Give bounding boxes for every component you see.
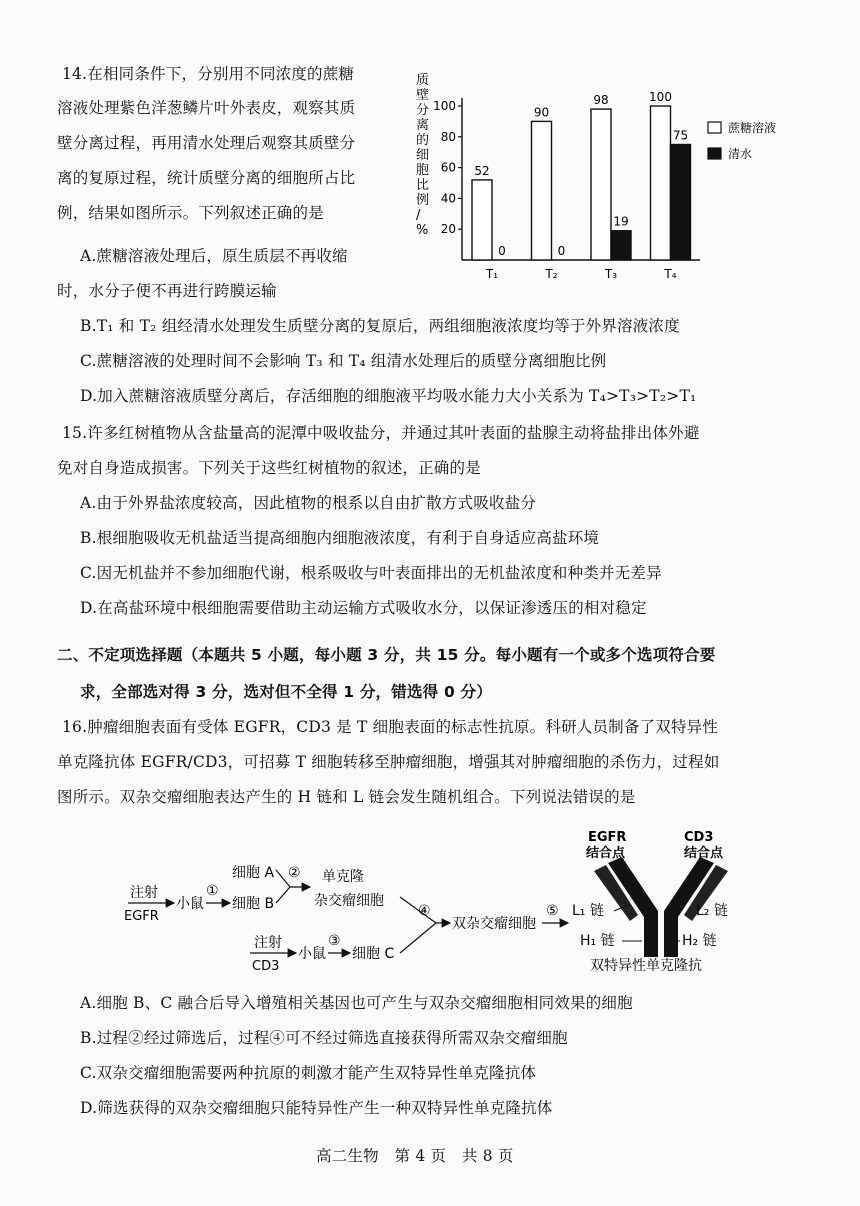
y-tick-label: 80: [440, 129, 456, 144]
y-axis-label-char: 的: [416, 133, 430, 148]
q15-option-a: A.由于外界盐浓度较高，因此植物的根系以自由扩散方式吸收盐分: [80, 494, 537, 512]
q15-option-b: B.根细胞吸收无机盐适当提高细胞内细胞液浓度，有利于自身适应高盐环境: [80, 529, 600, 547]
q14-stem-line: 14.在相同条件下，分别用不同浓度的蔗糖: [62, 65, 355, 83]
y-axis-label-char: 胞: [416, 163, 430, 178]
q15-option-c: C.因无机盐并不参加细胞代谢，根系吸收与叶表面排出的无机盐浓度和种类并无差异: [80, 564, 662, 582]
q14-option-a-line1: A.蔗糖溶液处理后，原生质层不再收缩: [80, 247, 348, 265]
y-axis-label-char: 例: [416, 193, 430, 208]
h1-chain: H₁ 链: [580, 933, 615, 949]
bar-data-label: 0: [557, 244, 566, 258]
step-5: ⑤: [546, 903, 559, 919]
x-tick-label: T₄: [664, 267, 677, 281]
h2-chain: H₂ 链: [682, 933, 717, 949]
bar-sucrose: [651, 106, 671, 260]
l2-chain: L₂ 链: [696, 903, 728, 919]
bar-sucrose: [472, 180, 492, 260]
q14-option-b: B.T₁ 和 T₂ 组经清水处理发生质壁分离的复原后，两组细胞液浓度均等于外界溶液浓度: [80, 317, 680, 335]
q15-stem-line: 15.许多红树植物从含盐量高的泥潭中吸收盐分，并通过其叶表面的盐腺主动将盐排出体外避: [62, 424, 700, 442]
q14-stem-line: 壁分离过程，再用清水处理后观察其质壁分: [57, 134, 356, 152]
section-heading: 二、不定项选择题（本题共 5 小题，每小题 3 分，共 15 分。每小题有一个或多个选项符合要: [57, 646, 716, 664]
legend-swatch: [708, 148, 721, 159]
q16-option-b: B.过程②经过筛选后，过程④可不经过筛选直接获得所需双杂交瘤细胞: [80, 1029, 568, 1047]
cell-a: 细胞 A: [232, 865, 275, 881]
cell-b: 细胞 B: [232, 896, 275, 912]
y-tick-label: 40: [440, 191, 456, 206]
section-instructions: 求，全部选对得 3 分，选对但不全得 1 分，错选得 0 分）: [80, 683, 492, 701]
y-axis-label-char: 分: [416, 103, 430, 118]
y-axis-label-char: 质: [416, 73, 430, 88]
y-tick-label: 20: [440, 222, 456, 237]
double-hybridoma: 双杂交瘤细胞: [452, 916, 536, 932]
step-2: ②: [288, 865, 301, 881]
mouse-2: 小鼠: [298, 946, 326, 962]
y-tick-label: 100: [433, 99, 456, 113]
egfr-antigen: EGFR: [124, 909, 159, 924]
q14-option-d: D.加入蔗糖溶液质壁分离后，存活细胞的细胞液平均吸水能力大小关系为 T₄>T₃>T₂>T₁: [80, 387, 697, 405]
legend-swatch: [708, 122, 721, 133]
y-axis-label-char: 比: [416, 178, 430, 193]
bar-data-label: 75: [672, 128, 689, 143]
x-tick-label: T₃: [604, 267, 618, 281]
inject-label-1: 注射: [130, 885, 158, 901]
y-tick-label: 60: [440, 160, 456, 175]
y-axis-label-char: %: [416, 223, 429, 238]
bar-sucrose: [591, 109, 611, 260]
step-3: ③: [328, 933, 341, 949]
hybridoma-label-1: 单克隆: [322, 869, 364, 885]
q16-option-a: A.细胞 B、C 融合后导入增殖相关基因也可产生与双杂交瘤细胞相同效果的细胞: [80, 994, 633, 1012]
y-axis-label: [416, 73, 429, 238]
x-tick-label: T₂: [545, 267, 558, 281]
inject-label-2: 注射: [254, 935, 282, 951]
q16-option-d: D.筛选获得的双杂交瘤细胞只能特异性产生一种双特异性单克隆抗体: [80, 1099, 553, 1117]
q14-stem-line: 溶液处理紫色洋葱鳞片叶外表皮，观察其质: [57, 99, 356, 117]
q14-option-a-line2: 时，水分子便不再进行跨膜运输: [57, 282, 277, 300]
q15-option-d: D.在高盐环境中根细胞需要借助主动运输方式吸收水分，以保证渗透压的相对稳定: [80, 599, 647, 617]
bar-data-label: 0: [498, 244, 506, 258]
q16-stem-line: 图所示。双杂交瘤细胞表达产生的 H 链和 L 链会发生随机组合。下列说法错误的是: [57, 788, 636, 806]
cell-c: 细胞 C: [352, 946, 395, 962]
q15-stem-line: 免对自身造成损害。下列关于这些红树植物的叙述，正确的是: [57, 459, 481, 477]
cd3-site-label-1: CD3: [684, 830, 714, 845]
q16-option-c: C.双杂交瘤细胞需要两种抗原的刺激才能产生双特异性单克隆抗体: [80, 1064, 537, 1082]
l1-chain: L₁ 链: [572, 903, 604, 919]
legend-label: 蔗糖溶液: [728, 121, 777, 135]
q16-stem-line: 单克隆抗体 EGFR/CD3，可招募 T 细胞转移至肿瘤细胞，增强其对肿瘤细胞的杀伤力，过程如: [57, 753, 720, 771]
legend-label: 清水: [728, 147, 753, 161]
egfr-site-label-2: 结合点: [586, 846, 626, 861]
q16-stem-line: 16.肿瘤细胞表面有受体 EGFR，CD3 是 T 细胞表面的标志性抗原。科研人员制备了双特异性: [62, 718, 719, 736]
y-axis-label-char: 壁: [416, 88, 430, 103]
bar-data-label: 90: [533, 105, 550, 120]
bar-sucrose: [532, 121, 552, 260]
q16-process-diagram: [110, 825, 750, 985]
bar-data-label: 100: [649, 90, 672, 104]
egfr-site-label-1: EGFR: [588, 830, 627, 845]
bar-data-label: 52: [474, 163, 490, 178]
mouse-1: 小鼠: [176, 896, 204, 912]
q14-stem-line: 例，结果如图所示。下列叙述正确的是: [57, 204, 324, 222]
q14-stem-line: 离的复原过程，统计质壁分离的细胞所占比: [57, 169, 356, 187]
q14-bar-chart: [410, 70, 800, 285]
y-axis-label-char: /: [416, 208, 421, 223]
cd3-antigen: CD3: [252, 959, 280, 974]
step-1: ①: [206, 883, 219, 899]
x-tick-label: T₁: [485, 267, 499, 281]
y-axis-label-char: 离: [416, 118, 430, 133]
antibody-label: 双特异性单克隆抗: [590, 958, 702, 974]
bar-data-label: 98: [593, 93, 609, 108]
bar-data-label: 19: [613, 214, 629, 229]
page-footer: 高二生物 第 4 页 共 8 页: [316, 1147, 514, 1165]
y-axis-label-char: 细: [416, 148, 430, 163]
step-4: ④: [418, 903, 431, 919]
q14-option-c: C.蔗糖溶液的处理时间不会影响 T₃ 和 T₄ 组清水处理后的质壁分离细胞比例: [80, 352, 607, 370]
bar-water: [671, 145, 691, 261]
cd3-site-label-2: 结合点: [684, 846, 724, 861]
bar-water: [611, 231, 631, 260]
hybridoma-label-2: 杂交瘤细胞: [314, 893, 384, 909]
